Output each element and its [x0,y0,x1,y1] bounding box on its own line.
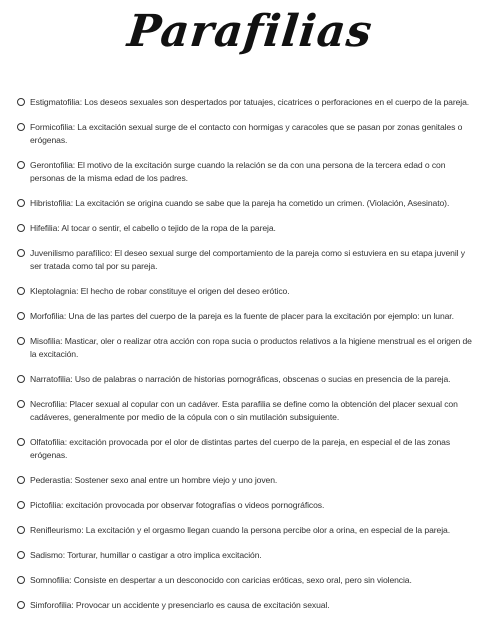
list-item [17,574,472,587]
list-item-text: Hibristofilia: La excitación se origina cuando se sabe que la pareja ha cometido un crimen. (Violación, Asesinato). [30,198,450,208]
list-item-text: Narratofilia: Uso de palabras o narración de historias pornográficas, obscenas o sucias en presencia de la pareja. [30,374,451,384]
list-item [17,222,472,235]
list-item [17,373,472,386]
page-title: Parafilias [125,6,375,57]
list-item [17,197,472,210]
list-item-text: Renifleurismo: La excitación y el orgasmo llegan cuando la persona percibe olor a orina, en especial de la pareja. [30,525,450,535]
circle-bullet-icon [17,224,25,232]
list-item [17,96,472,109]
list-item-text: Hifefilia: Al tocar o sentir, el cabello o tejido de la ropa de la pareja. [30,223,276,233]
list-item [17,398,472,424]
circle-bullet-icon [17,375,25,383]
list-item-text: Misofilia: Masticar, oler o realizar otra acción con ropa sucia o productos relativos a la higiene menstrual es el origen de la excitación. [30,336,472,359]
list-item [17,524,472,537]
list-item-text: Somnofilia: Consiste en despertar a un desconocido con caricias eróticas, sexo oral, pero sin violencia. [30,575,412,585]
list-item-text: Olfatofilia: excitación provocada por el olor de distintas partes del cuerpo de la pareja, en especial el de las zonas erógenas. [30,437,451,460]
list-item [17,159,472,185]
list-item [17,335,472,361]
list-item [17,310,472,323]
circle-bullet-icon [17,601,25,609]
list-item [17,474,472,487]
circle-bullet-icon [17,161,25,169]
list-item-text: Juvenilismo parafílico: El deseo sexual surge del comportamiento de la pareja como si estuviera en su etapa juvenil y ser tratada como tal por su pareja. [30,248,465,271]
circle-bullet-icon [17,576,25,584]
list-item-text: Estigmatofilia: Los deseos sexuales son despertados por tatuajes, cicatrices o perforaciones en el cuerpo de la pareja. [30,97,470,107]
list-item [17,285,472,298]
list-item-text: Sadismo: Torturar, humillar o castigar a otro implica excitación. [30,550,262,560]
list-item [17,121,472,147]
list-item-text: Simforofilia: Provocar un accidente y presenciarlo es causa de excitación sexual. [30,600,330,610]
circle-bullet-icon [17,501,25,509]
list-item [17,247,472,273]
paraphilia-list [17,96,472,612]
circle-bullet-icon [17,312,25,320]
list-item [17,549,472,562]
list-item-text: Necrofilia: Placer sexual al copular con un cadáver. Esta parafilia se define como la obtención del placer sexual con cadáveres, generalmente por medio de la cópula con o sin mutilación subsiguiente. [30,399,458,422]
circle-bullet-icon [17,476,25,484]
circle-bullet-icon [17,199,25,207]
list-item [17,499,472,512]
circle-bullet-icon [17,287,25,295]
circle-bullet-icon [17,249,25,257]
circle-bullet-icon [17,526,25,534]
circle-bullet-icon [17,123,25,131]
circle-bullet-icon [17,438,25,446]
circle-bullet-icon [17,551,25,559]
list-item-text: Pederastia: Sostener sexo anal entre un hombre viejo y uno joven. [30,475,278,485]
list-item-text: Pictofilia: excitación provocada por observar fotografías o videos pornográficos. [30,500,325,510]
list-item [17,436,472,462]
circle-bullet-icon [17,98,25,106]
list-item-text: Morfofilia: Una de las partes del cuerpo de la pareja es la fuente de placer para la excitación por ejemplo: un lunar. [30,311,454,321]
circle-bullet-icon [17,400,25,408]
list-item-text: Kleptolagnia: El hecho de robar constituye el origen del deseo erótico. [30,286,290,296]
list-item [17,599,472,612]
list-item-text: Gerontofilia: El motivo de la excitación surge cuando la relación se da con una persona de la tercera edad o con personas de la misma edad de los padres. [30,160,446,183]
circle-bullet-icon [17,337,25,345]
list-item-text: Formicofilia: La excitación sexual surge de el contacto con hormigas y caracoles que se pasan por zonas genitales o erógenas. [30,122,463,145]
